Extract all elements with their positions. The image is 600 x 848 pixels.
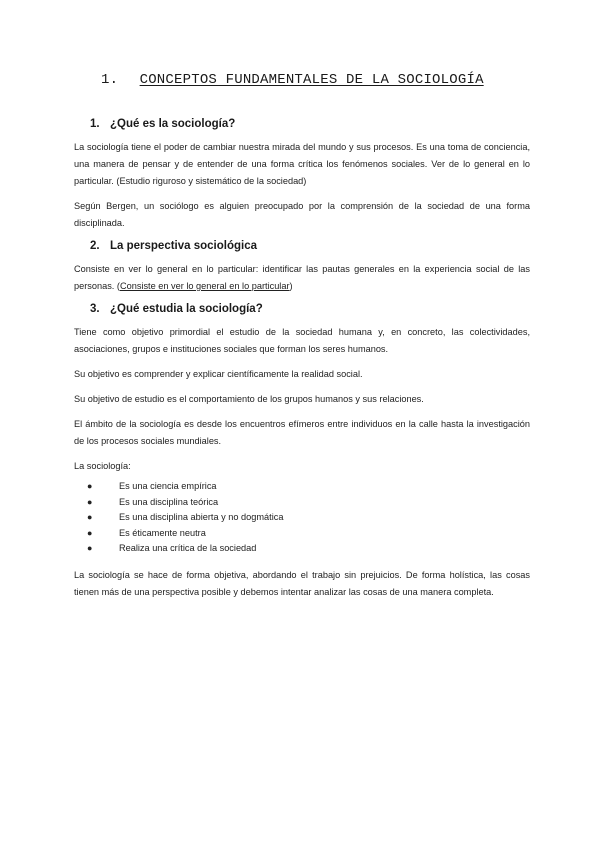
page-title — [101, 72, 541, 88]
section-heading-3 — [90, 303, 530, 315]
bullet-icon: ● — [87, 543, 93, 553]
page-title-text: CONCEPTOS FUNDAMENTALES DE LA SOCIOLOGÍA — [139, 72, 484, 88]
section-heading-2 — [90, 240, 530, 252]
bullet-icon: ● — [87, 496, 93, 507]
paragraph: Su objetivo es comprender y explicar científicamente la realidad social. — [74, 369, 363, 379]
section-heading-text: La perspectiva sociológica — [110, 240, 258, 252]
list-item — [87, 479, 530, 495]
section-heading-1 — [90, 118, 530, 130]
paragraph — [74, 261, 530, 295]
list-item — [87, 495, 530, 511]
list-item — [87, 526, 530, 542]
paragraph: Su objetivo de estudio es el comportamiento de los grupos humanos y sus relaciones. — [74, 394, 424, 404]
list-item — [87, 541, 530, 557]
paragraph: La sociología se hace de forma objetiva, abordando el trabajo sin prejuicios. De forma holística, las cosas tienen más de una perspectiva posible y debemos intentar analizar las cosas de una manera completa. — [74, 569, 530, 597]
list-item-text: Es una ciencia empírica — [119, 481, 217, 491]
bullet-icon: ● — [87, 527, 93, 538]
paragraph: La sociología: — [74, 461, 131, 471]
paragraph: La sociología tiene el poder de cambiar nuestra mirada del mundo y sus procesos. Es una toma de conciencia, una manera de pensar y de entender de una forma crítica los fenómenos sociales. Ver de lo general en lo particular. (Estudio riguroso y sistemático de la sociedad) — [74, 142, 530, 186]
bullet-list — [74, 479, 530, 557]
section-number: 2. — [90, 240, 100, 252]
bullet-icon: ● — [87, 512, 93, 522]
list-item-text: Es una disciplina abierta y no dogmática — [119, 512, 284, 522]
section-heading-text: ¿Qué estudia la sociología? — [110, 303, 263, 315]
paragraph: Tiene como objetivo primordial el estudio de la sociedad humana y, en concreto, las colectividades, asociaciones, grupos e instituciones sociales que forman los seres humanos. — [74, 327, 530, 354]
paragraph: El ámbito de la sociología es desde los encuentros efímeros entre individuos en la calle hasta la investigación de los procesos sociales mundiales. — [74, 419, 530, 446]
paragraph-text: Consiste en ver lo general en lo particular: identificar las pautas generales en la experiencia social de las personas. ( — [74, 264, 530, 291]
list-item — [87, 510, 530, 526]
inline-link[interactable]: Consiste en ver lo general en lo particular — [119, 281, 290, 291]
section-heading-text: ¿Qué es la sociología? — [110, 118, 236, 130]
document-body — [74, 118, 530, 609]
paragraph-text: ) — [289, 281, 293, 291]
list-item-text: Es éticamente neutra — [119, 527, 206, 538]
paragraph: Según Bergen, un sociólogo es alguien preocupado por la comprensión de la sociedad de una forma disciplinada. — [74, 201, 530, 228]
list-item-text: Es una disciplina teórica — [119, 496, 219, 507]
section-number: 1. — [90, 118, 100, 130]
section-number: 3. — [90, 303, 100, 315]
list-item-text: Realiza una crítica de la sociedad — [119, 543, 257, 553]
bullet-icon: ● — [87, 481, 93, 491]
page-title-number: 1. — [101, 72, 119, 88]
